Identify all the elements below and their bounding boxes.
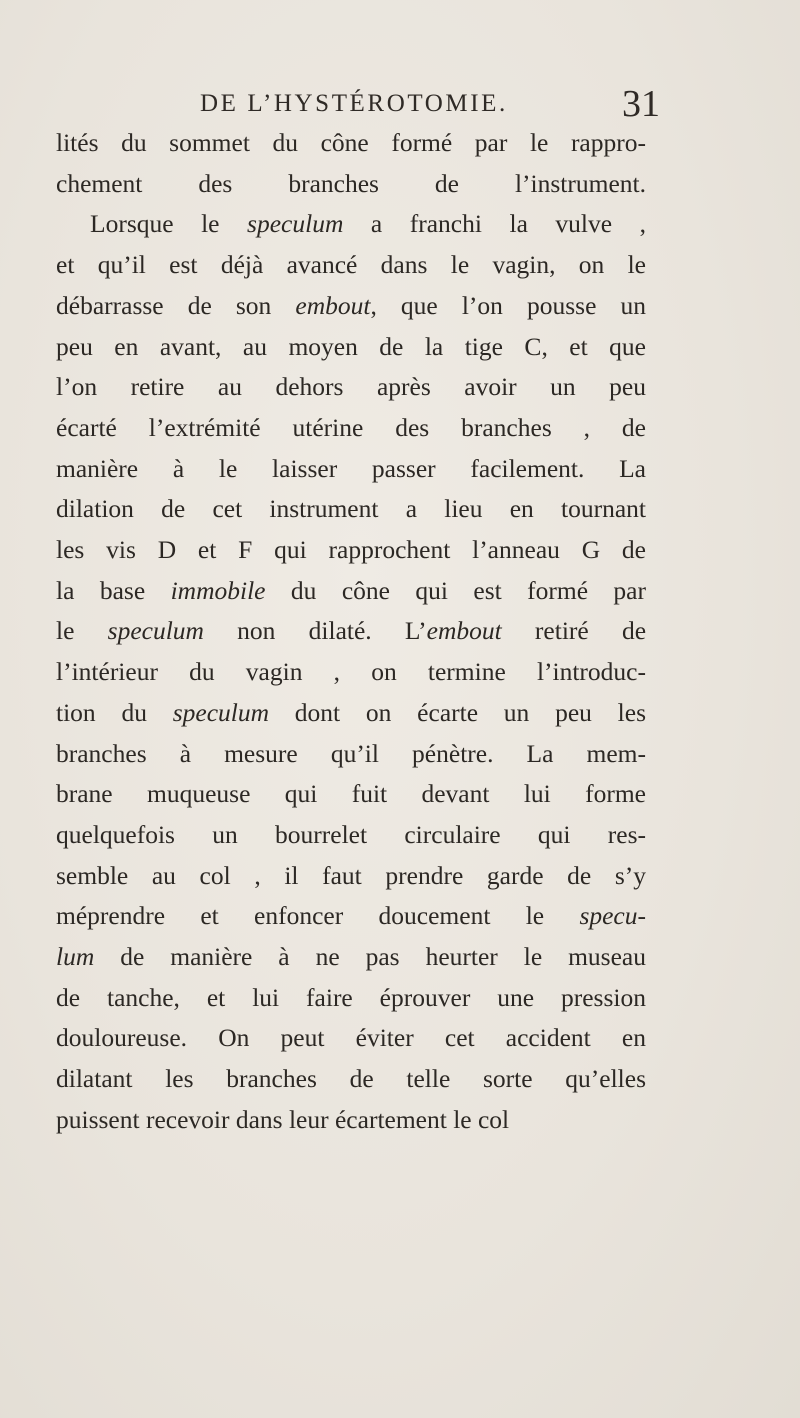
text-segment: non dilaté. L’ [203,616,427,646]
text-line [56,123,646,164]
text-line [56,774,646,815]
text-segment: douloureuse. On peut éviter cet accident en [56,1023,646,1053]
text-segment: dont on écarte un peu les [269,697,646,727]
text-line [56,611,646,652]
text-line [56,245,646,286]
text-line [56,1100,646,1141]
text-segment: et qu’il est déjà avancé dans le vagin, on le [56,250,646,280]
italic-term: speculum [247,209,344,239]
text-line [56,937,646,978]
text-line [56,1018,646,1059]
body-text [56,123,646,1141]
italic-term: embout [295,290,371,320]
text-segment: peu en avant, au moyen de la tige C, et que [56,331,646,361]
text-line [56,489,646,530]
text-segment: chement des branches de l’instrument. [56,168,646,198]
text-line [56,530,646,571]
text-line [56,896,646,937]
text-line [56,367,646,408]
running-head: DE L’HYSTÉROTOMIE. [200,90,508,117]
text-segment: de tanche, et lui faire éprouver une pression [56,982,646,1012]
text-line [56,286,646,327]
text-line [56,815,646,856]
italic-term: speculum [107,616,204,646]
italic-term: embout [426,616,502,646]
text-segment: dilation de cet instrument a lieu en tournant [56,494,646,524]
text-segment: quelquefois un bourrelet circulaire qui res- [56,819,646,849]
text-line [56,1059,646,1100]
text-segment: la base [56,575,171,605]
italic-term: lum [56,942,95,972]
text-segment: , que l’on pousse un [370,290,646,320]
text-line [56,693,646,734]
text-segment: du cône qui est formé par [265,575,646,605]
text-line [56,164,646,205]
text-line [56,856,646,897]
italic-term: specu- [579,901,646,931]
text-line [56,978,646,1019]
italic-term: immobile [170,575,266,605]
text-line [56,327,646,368]
text-line [56,734,646,775]
text-segment: manière à le laisser passer facilement. La [56,453,646,483]
text-segment: branches à mesure qu’il pénètre. La mem- [56,738,646,768]
text-segment: tion du [56,697,173,727]
page-number: 31 [622,83,660,125]
text-segment: l’on retire au dehors après avoir un peu [56,372,646,402]
text-segment: l’intérieur du vagin , on termine l’introduc- [56,657,646,687]
text-segment: brane muqueuse qui fuit devant lui forme [56,779,646,809]
text-line [56,571,646,612]
text-segment: débarrasse de son [56,290,296,320]
text-line [56,204,646,245]
text-segment: écarté l’extrémité utérine des branches , de [56,412,646,442]
text-segment: semble au col , il faut prendre garde de s’y [56,860,646,890]
text-segment: le [56,616,108,646]
text-segment: méprendre et enfoncer doucement le [56,901,580,931]
text-segment: Lorsque le [90,209,248,239]
text-segment: lités du sommet du cône formé par le rappro- [56,128,646,157]
text-line [56,449,646,490]
text-segment: dilatant les branches de telle sorte qu’elles [56,1064,646,1094]
text-segment: les vis D et F qui rapprochent l’anneau G de [56,535,646,565]
text-segment: puissent recevoir dans leur écartement le col [56,1104,510,1134]
text-segment: de manière à ne pas heurter le museau [94,942,646,972]
text-segment: retiré de [501,616,647,646]
italic-term: speculum [172,697,270,727]
text-segment: a franchi la vulve , [343,209,647,239]
text-line [56,408,646,449]
text-line [56,652,646,693]
